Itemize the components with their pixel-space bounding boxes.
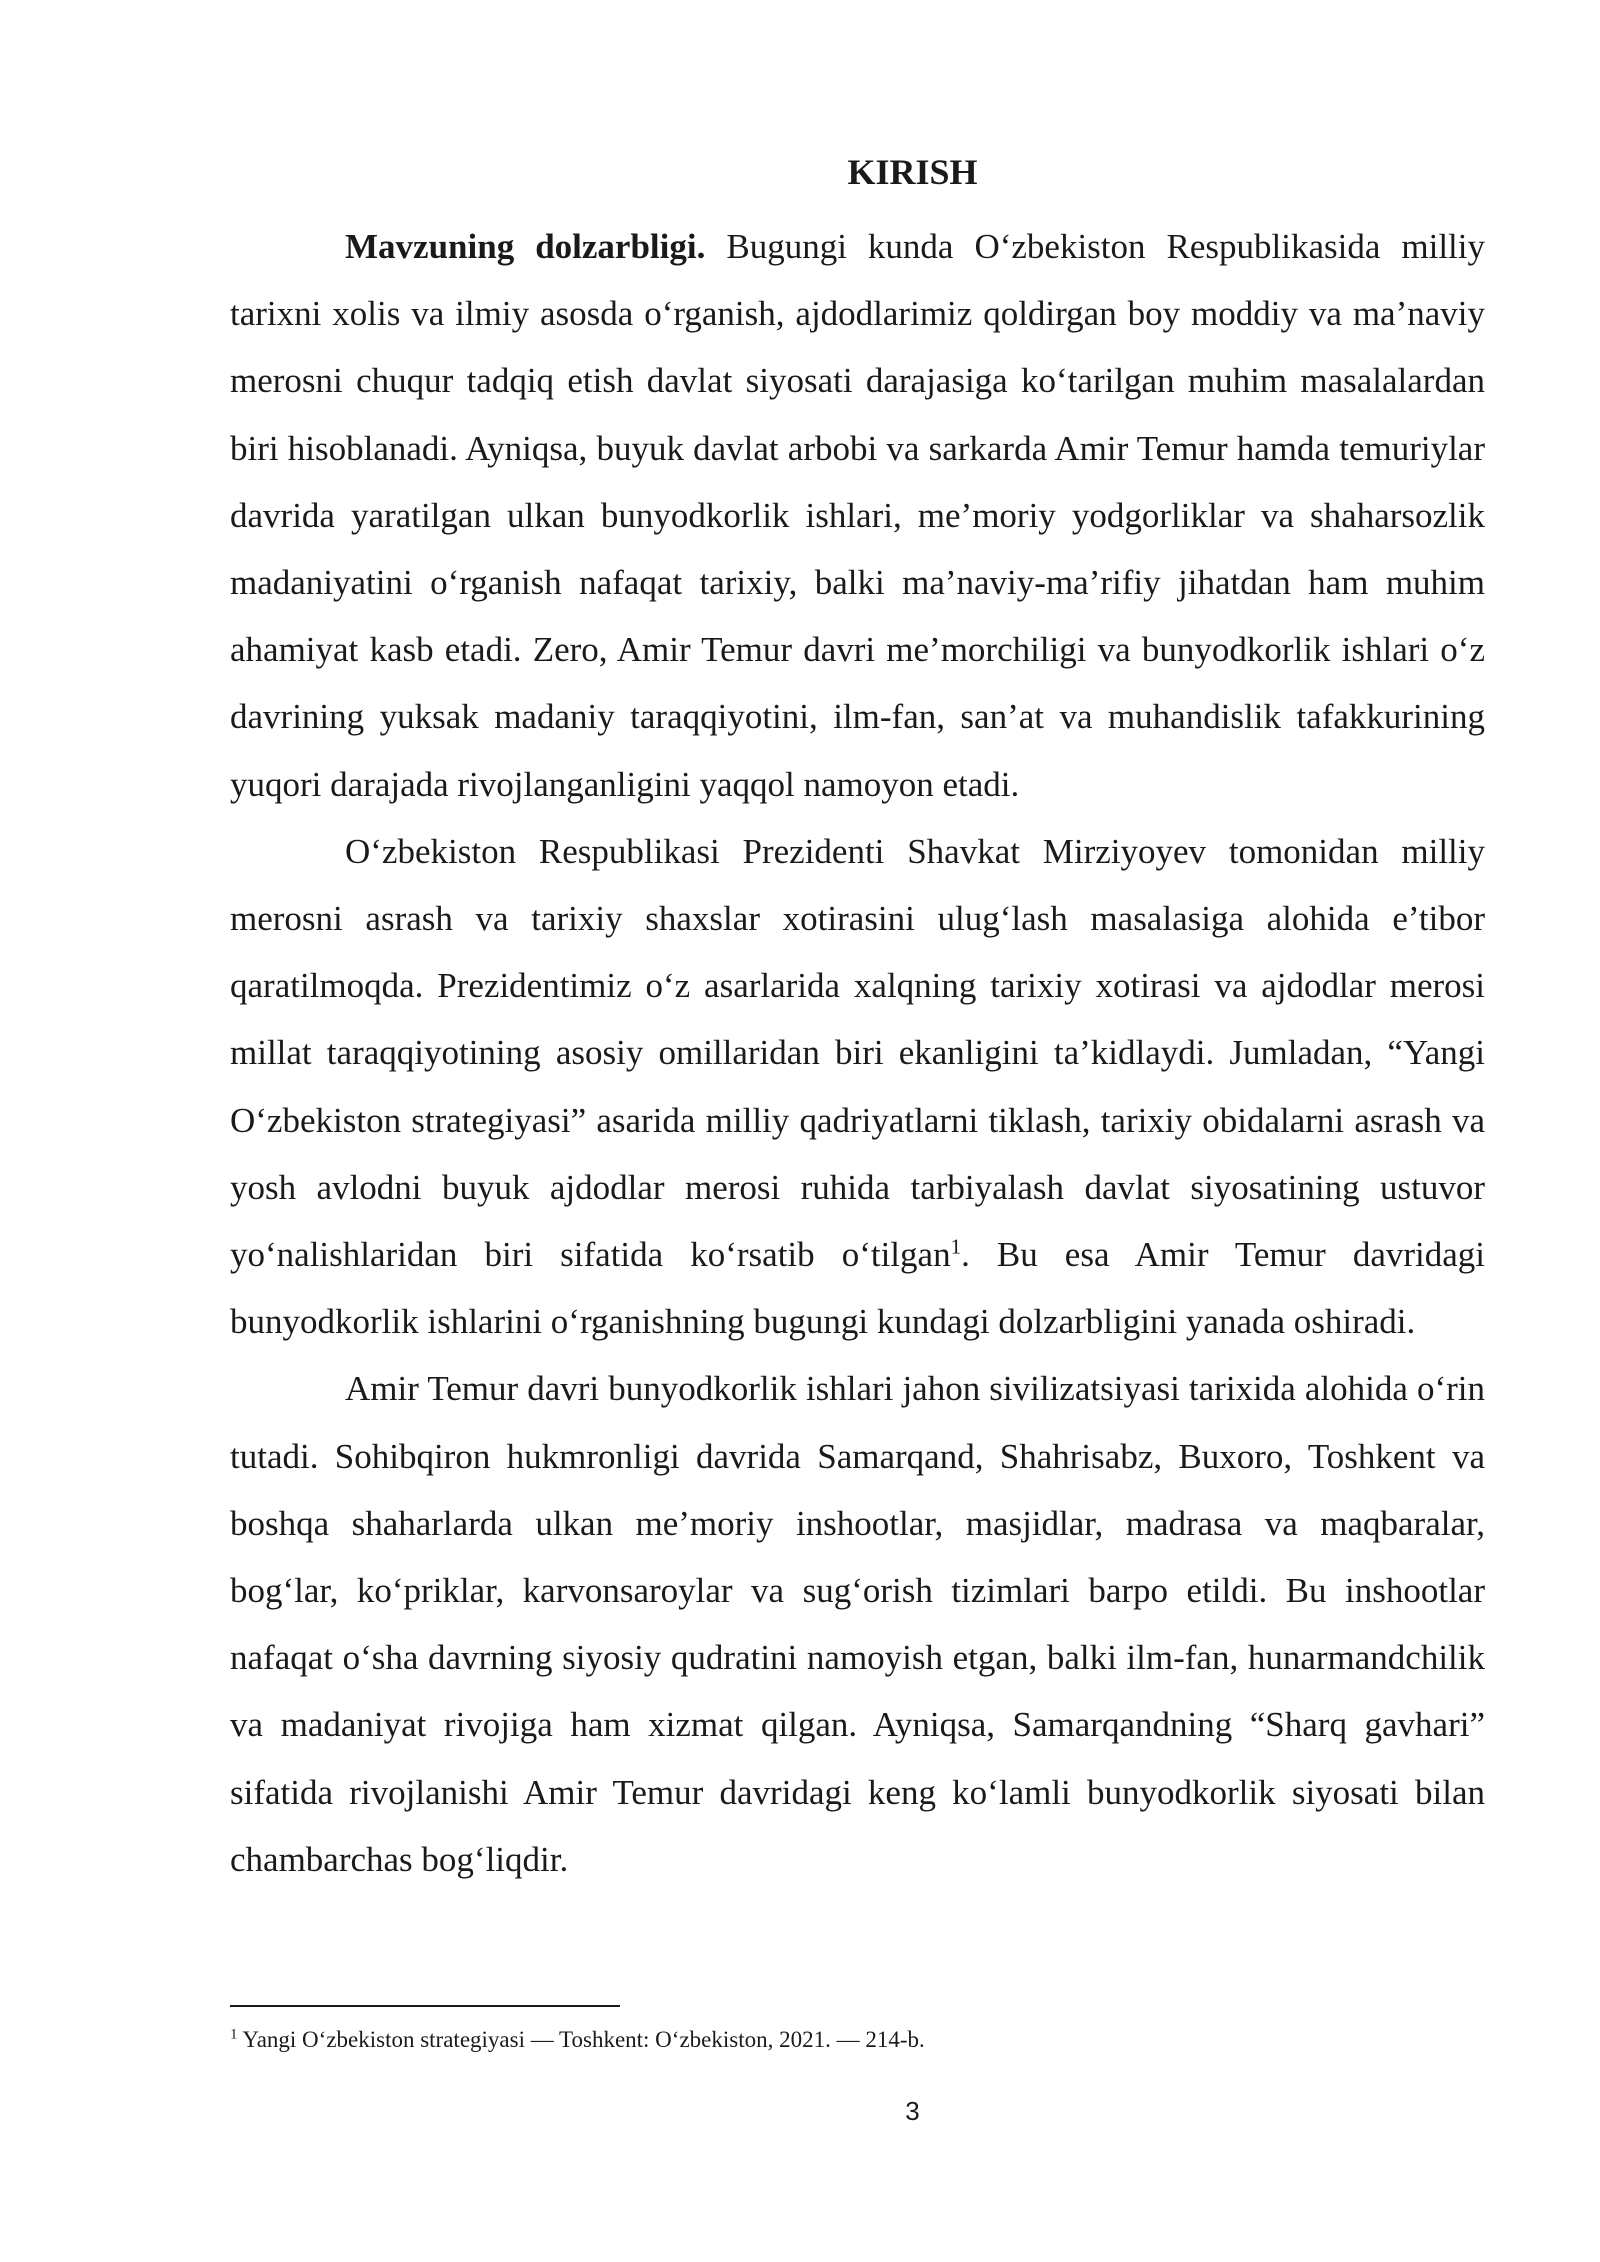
paragraph-text-after: . Bu esa Amir Temur davridagi bunyodkorlik ishlarini o‘rganishning bugungi kundagi dolzarbligini yanada oshiradi. [230, 1235, 1485, 1342]
paragraph-text: Bugungi kunda O‘zbekiston Respublikasida milliy tarixni xolis va ilmiy asosda o‘rganish, ajdodlarimiz qoldirgan boy moddiy va ma’naviy merosni chuqur tadqiq etish davlat siyosati darajasiga ko‘tarilgan muhim masalalardan biri hisoblanadi. Ayniqsa, buyuk davlat arbobi va sarkarda Amir Temur hamda temuriylar davrida yaratilgan ulkan bunyodkorlik ishlari, me’moriy yodgorliklar va shaharsozlik madaniyatini o‘rganish nafaqat tarixiy, balki ma’naviy-ma’rifiy jihatdan ham muhim ahamiyat kasb etadi. Zero, Amir Temur davri me’morchiligi va bunyodkorlik ishlari o‘z davrining yuksak madaniy taraqqiyotini, ilm-fan, san’at va muhandislik tafakkurining yuqori darajada rivojlanganligini yaqqol namoyon etadi. [230, 227, 1485, 804]
footnote-separator [230, 2005, 620, 2007]
body-text [230, 213, 1485, 1893]
footnote [230, 2025, 1485, 2055]
page-number: 3 [905, 2096, 920, 2126]
footnote-marker: 1 [230, 2026, 238, 2043]
paragraph-text-before: O‘zbekiston Respublikasi Prezidenti Shavkat Mirziyoyev tomonidan milliy merosni asrash va tarixiy shaxslar xotirasini ulug‘lash masalasiga alohida e’tibor qaratilmoqda. Prezidentimiz o‘z asarlarida xalqning tarixiy xotirasi va ajdodlar merosi millat taraqqiyotining asosiy omillaridan biri ekanligini ta’kidlaydi. Jumladan, “Yangi O‘zbekiston strategiyasi” asarida milliy qadriyatlarni tiklash, tarixiy obidalarni asrash va yosh avlodni buyuk ajdodlar merosi ruhida tarbiyalash davlat siyosatining ustuvor yo‘nalishlaridan biri sifatida ko‘rsatib o‘tilgan [230, 831, 1485, 1275]
paragraph-text: Amir Temur davri bunyodkorlik ishlari jahon sivilizatsiyasi tarixida alohida o‘rin tutadi. Sohibqiron hukmronligi davrida Samarqand, Shahrisabz, Buxoro, Toshkent va boshqa shaharlarda ulkan me’moriy inshootlar, masjidlar, madrasa va maqbaralar, bog‘lar, ko‘priklar, karvonsaroylar va sug‘orish tizimlari barpo etildi. Bu inshootlar nafaqat o‘sha davrning siyosiy qudratini namoyish etgan, balki ilm-fan, hunarmandchilik va madaniyat rivojiga ham xizmat qilgan. Ayniqsa, Samarqandning “Sharq gavhari” sifatida rivojlanishi Amir Temur davridagi keng ko‘lamli bunyodkorlik siyosati bilan chambarchas bog‘liqdir. [230, 1369, 1485, 1879]
footnote-reference[interactable]: 1 [950, 1234, 962, 1259]
paragraph-lead: Mavzuning dolzarbligi. [345, 227, 706, 266]
section-heading: KIRISH [847, 152, 978, 192]
paragraph-construction [230, 1355, 1485, 1893]
paragraph-president [230, 818, 1485, 1356]
paragraph-relevance [230, 213, 1485, 818]
footnote-text: Yangi O‘zbekiston strategiyasi — Toshkent: O‘zbekiston, 2021. — 214-b. [237, 2027, 925, 2052]
